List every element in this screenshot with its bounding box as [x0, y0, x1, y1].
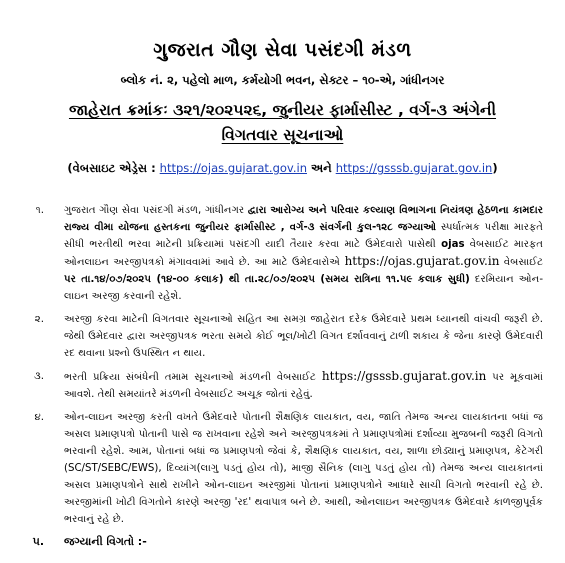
- item-text: [64, 202, 557, 305]
- item-number: ૫.: [32, 535, 44, 548]
- ojas-link[interactable]: https://ojas.gujarat.gov.in: [159, 161, 307, 175]
- list-item: [8, 202, 557, 305]
- gsssb-link[interactable]: https://gsssb.gujarat.gov.in: [335, 161, 493, 175]
- section-heading: [8, 534, 557, 550]
- application-dates: પર તા.૧૪/૦૭/૨૦૨૫ (૧૪-૦૦ કલાક) થી તા.૨૮/૦૭/૨૦૨૫ (સમય રાત્રિના ૧૧.૫૯ કલાક સુધી): [64, 274, 470, 285]
- gsssb-url-text: https://gsssb.gujarat.gov.in: [321, 369, 487, 383]
- item-text-part: ભરતી પ્રક્રિયા સંબંધેની તમામ સૂચનાઓ મંડળની વેબસાઈટ: [64, 372, 322, 383]
- page-title: ગુજરાત ગૌણ સેવા પસંદગી મંડળ: [153, 39, 412, 61]
- website-and: અને: [306, 161, 336, 175]
- office-address: બ્લોક નં. ૨, પહેલો માળ, કર્મયોગી ભવન, સેક્ટર – ૧૦-એ, ગાંધીનગર: [120, 73, 445, 87]
- instructions-list: [8, 202, 557, 550]
- item-number: ૨.: [34, 314, 44, 325]
- item-bold-part: દ્વારા આરોગ્ય અને પરિવાર કલ્યાણ વિભાગના નિયંત્રણ હેઠળના કામદાર રાજ્ય વીમા યોજના હસ્તકના જુનીયર ફાર્માસીસ્ટ , વર્ગ-૩ સંવર્ગની કુલ-૧૨૮ જગ્યાઓ: [64, 205, 543, 233]
- item-text: અરજી કરવા માટેની વિગતવાર સૂચનાઓ સહિત આ સમગ્ર જાહેરાત દરેક ઉમેદવારે પ્રથમ ધ્યાનથી વાંચવી જરૂરી છે. જેથી ઉમેદવાર દ્વારા અરજીપત્રક ભરતા સમયે કોઈ ભૂલ/ખોટી વિગત દર્શાવવાનું ટાળી શકાય કે જેના કારણે ઉમેદવારી રદ થવાના પ્રશ્નો ઉપસ્થિત ન થાય.: [64, 314, 543, 359]
- item-text-part: સ્પર્ધાત્મક પરીક્ષા મારફતે સીધી ભરતીથી ભરવા માટેની પ્રક્રિયામાં પસંદગી યાદી તૈયાર કરવા માટે ઉમેદવારો પાસેથી: [64, 222, 543, 250]
- list-item: [8, 311, 557, 362]
- item-number: ૪.: [34, 412, 44, 423]
- website-address: [8, 160, 557, 176]
- item-text-part: વેબસાઈટ મારફત ઓનલાઇન અરજીપત્રકો મંગાવવામાં આવે છે. આ માટે ઉમેદવારોએ: [64, 239, 543, 268]
- item-text-part: વેબસાઈટ: [499, 257, 544, 268]
- item-bold-part: ojas: [441, 239, 465, 250]
- item-text: ઓન-લાઇન અરજી કરતી વખતે ઉમેદવારે પોતાની શૈક્ષણિક લાયકાત, વય, જાતિ તેમજ અન્ય લાયકાતના બધાં જ અસલ પ્રમાણપત્રો પોતાની પાસે જ રાખવાના રહેશે અને અરજીપત્રકમાં તે પ્રમાણપત્રોમાં દર્શાવ્યા મુજબની જરૂરી વિગતો ભરવાની રહેશે. આમ, પોતાનાં બધાં જ પ્રમાણપત્રો જેવાં કે, શૈક્ષણિક લાયકાત, વય, શાળા છોડ્યાનું પ્રમાણપત્ર, કેટેગરી (SC/ST/SEBC/EWS), દિવ્યાંગ(લાગુ પડતું હોય તો), માજી સૈનિક (લાગુ પડતું હોય તો) તેમજ અન્ય લાયકાતનાં અસલ પ્રમાણપત્રોને સાથે રાખીને ઓન-લાઇન અરજીમાં પોતાનાં પ્રમાણપત્રોને આધારે સાચી વિગતો ભરવાની રહે છે. અરજીમાંની ખોટી વિગતોને કારણે અરજી 'રદ' થવાપાત્ર બને છે. આથી, ઓનલાઇન અરજીપત્રક ઉમેદવારે કાળજીપૂર્વક ભરવાનું રહે છે.: [64, 412, 543, 525]
- heading-line-1: જાહેરાત ક્રમાંકઃ ૩૨૧/૨૦૨૫૨૬, જુનીયર ફાર્માસીસ્ટ , વર્ગ-૩ અંગેની: [68, 101, 497, 119]
- section-label: જગ્યાની વિગતો :-: [64, 535, 147, 548]
- list-item: [8, 409, 557, 528]
- item-number: ૧.: [35, 205, 44, 216]
- item-number: ૩.: [33, 371, 44, 382]
- advertisement-heading: [8, 98, 557, 148]
- ojas-url-text: https://ojas.gujarat.gov.in: [344, 254, 500, 268]
- website-prefix: (વેબસાઇટ એડ્રેસ :: [67, 161, 160, 175]
- item-text-part: ગુજરાત ગૌણ સેવા પસંદગી મંડળ, ગાંધીનગર: [64, 205, 248, 216]
- item-text-part: દરમિયાન ઓન-લાઇન અરજી કરવાની રહેશે.: [64, 274, 543, 302]
- heading-line-2: વિગતવાર સૂચનાઓ: [221, 126, 344, 144]
- item-text: [64, 368, 557, 403]
- item-text-part: પર મૂકવામાં આવશે. તેથી સમયાંતરે મંડળની વેબસાઈટ અચૂક જોતાં રહેવું.: [64, 372, 543, 400]
- website-suffix: ): [492, 161, 498, 175]
- list-item: [8, 368, 557, 403]
